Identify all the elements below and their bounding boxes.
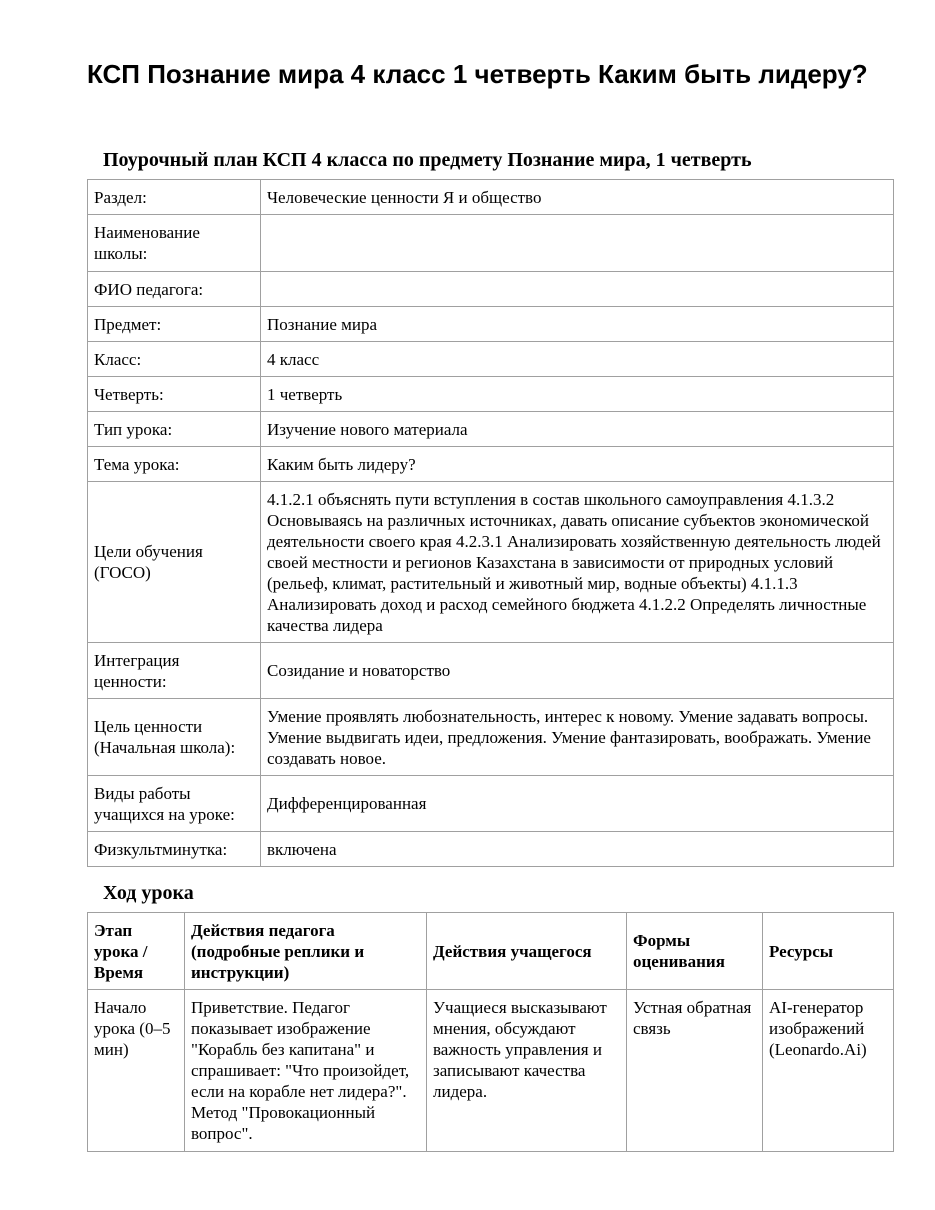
info-label: Цель ценности (Начальная школа):	[88, 699, 261, 776]
info-label: Интеграция ценности:	[88, 643, 261, 699]
teacher-actions-cell: Приветствие. Педагог показывает изображение "Корабль без капитана" и спрашивает: "Что произойдет, если на корабле нет лидера?". Метод "Провокационный вопрос".	[185, 990, 427, 1152]
info-row-value-goal	[88, 699, 894, 776]
lesson-heading: Ход урока	[103, 882, 194, 904]
info-value: включена	[261, 832, 894, 867]
info-value: 4.1.2.1 объяснять пути вступления в состав школьного самоуправления 4.1.3.2 Основываясь на различных источниках, давать описание субъектов экономической деятельности своего края 4.2.3.1 Анализировать хозяйственную деятельность людей своей местности и регионов Казахстана в зависимости от природных условий (рельеф, климат, растительный и животный мир, водные объекты) 4.1.1.3 Анализировать доход и расход семейного бюджета 4.1.2.2 Определять личностные качества лидера	[261, 482, 894, 643]
column-header-assessment: Формы оценивания	[627, 913, 763, 990]
column-header-stage: Этап урока / Время	[88, 913, 185, 990]
info-label: Цели обучения (ГОСО)	[88, 482, 261, 643]
info-row-teacher	[88, 272, 894, 307]
info-label: ФИО педагога:	[88, 272, 261, 307]
info-label: Класс:	[88, 342, 261, 377]
info-label: Физкультминутка:	[88, 832, 261, 867]
info-label: Предмет:	[88, 307, 261, 342]
column-header-resources: Ресурсы	[763, 913, 894, 990]
info-value: Познание мира	[261, 307, 894, 342]
table-row	[88, 990, 894, 1152]
column-header-teacher-actions: Действия педагога (подробные реплики и инструкции)	[185, 913, 427, 990]
column-header-student-actions: Действия учащегося	[427, 913, 627, 990]
info-row-grade	[88, 342, 894, 377]
info-row-section	[88, 180, 894, 215]
lesson-flow-table	[87, 912, 894, 1152]
info-value: Каким быть лидеру?	[261, 447, 894, 482]
info-label: Виды работы учащихся на уроке:	[88, 776, 261, 832]
student-actions-cell: Учащиеся высказывают мнения, обсуждают важность управления и записывают качества лидера.	[427, 990, 627, 1152]
lesson-header-row	[88, 913, 894, 990]
info-value: Человеческие ценности Я и общество	[261, 180, 894, 215]
info-label: Наименование школы:	[88, 215, 261, 272]
info-row-value-integration	[88, 643, 894, 699]
info-value: Изучение нового материала	[261, 412, 894, 447]
info-value: 4 класс	[261, 342, 894, 377]
info-value	[261, 272, 894, 307]
info-row-subject	[88, 307, 894, 342]
info-label: Четверть:	[88, 377, 261, 412]
stage-cell: Начало урока (0–5 мин)	[88, 990, 185, 1152]
info-value	[261, 215, 894, 272]
info-value: Умение проявлять любознательность, интерес к новому. Умение задавать вопросы. Умение выдвигать идеи, предложения. Умение фантазировать, воображать. Умение создавать новое.	[261, 699, 894, 776]
lesson-info-table	[87, 179, 894, 867]
resources-cell: AI-генератор изображений (Leonardo.Ai)	[763, 990, 894, 1152]
info-value: Созидание и новаторство	[261, 643, 894, 699]
info-value: 1 четверть	[261, 377, 894, 412]
info-label: Тема урока:	[88, 447, 261, 482]
info-row-physical-break	[88, 832, 894, 867]
info-row-lesson-type	[88, 412, 894, 447]
info-row-work-types	[88, 776, 894, 832]
info-label: Раздел:	[88, 180, 261, 215]
plan-heading: Поурочный план КСП 4 класса по предмету Познание мира, 1 четверть	[103, 149, 752, 171]
info-row-quarter	[88, 377, 894, 412]
info-row-learning-goals	[88, 482, 894, 643]
assessment-cell: Устная обратная связь	[627, 990, 763, 1152]
info-row-school	[88, 215, 894, 272]
info-row-topic	[88, 447, 894, 482]
info-value: Дифференцированная	[261, 776, 894, 832]
page-title: КСП Познание мира 4 класс 1 четверть Каким быть лидеру?	[87, 59, 868, 89]
info-label: Тип урока:	[88, 412, 261, 447]
